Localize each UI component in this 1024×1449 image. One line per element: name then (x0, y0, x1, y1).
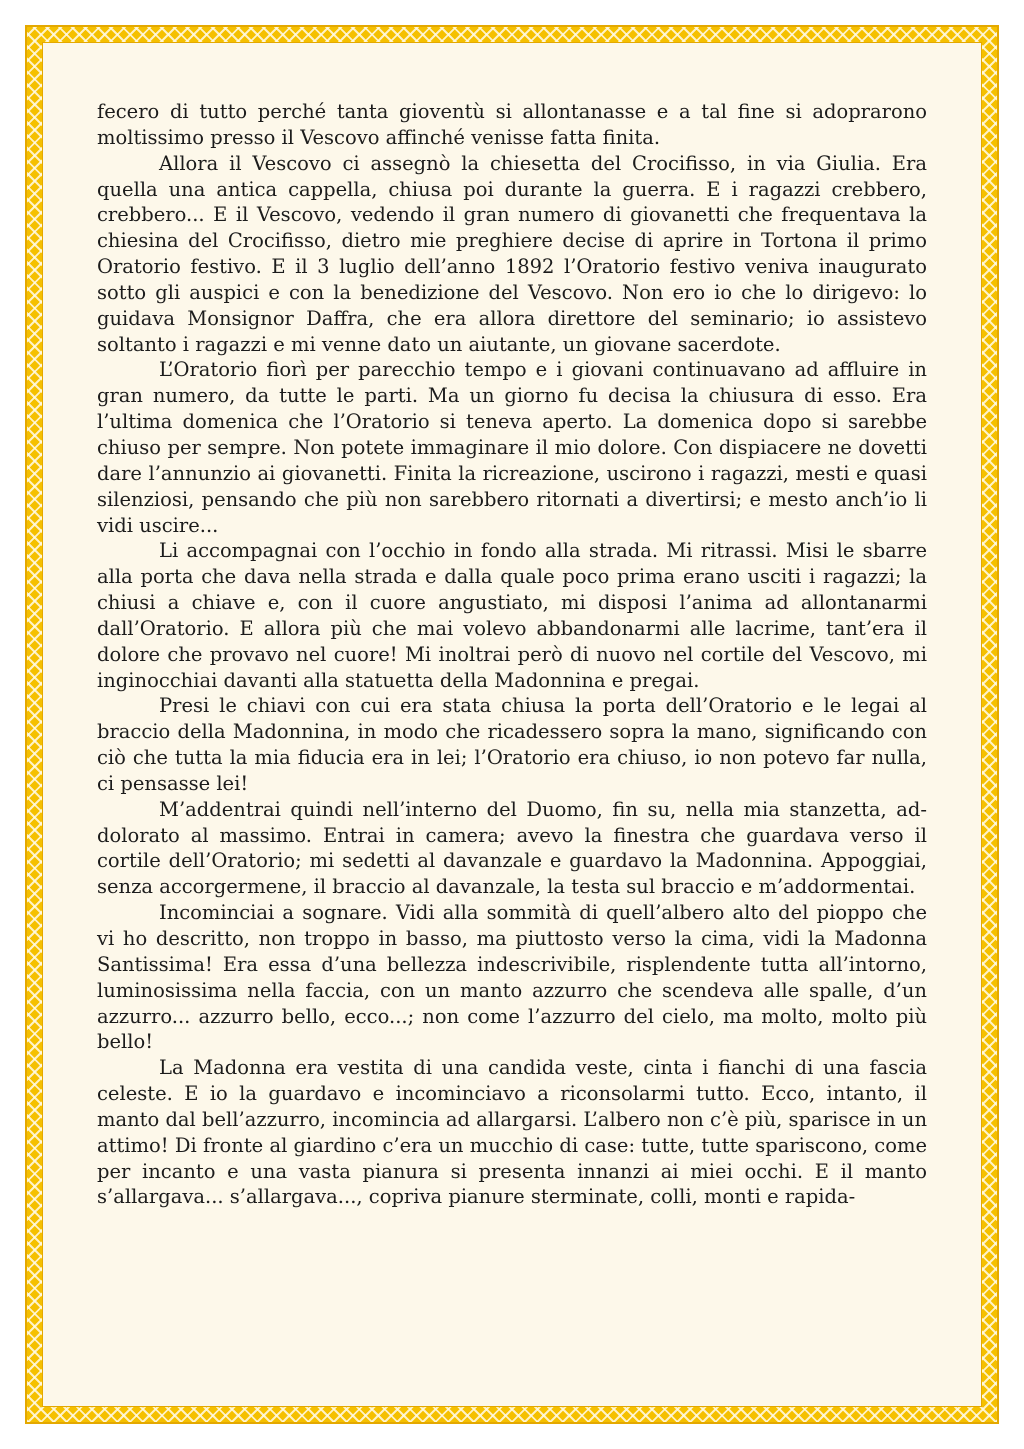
body-text (97, 99, 927, 1210)
paragraph: L’Oratorio fiorì per parecchio tempo e i giovani continuavano ad affluire in gran numero, da tutte le parti. Ma un giorno fu decisa la chiusura di esso. Era l’ultima domenica che l’Oratorio si teneva aperto. La domenica dopo si sarebbe chiuso per sempre. Non potete immaginare il mio dolore. Con dispiacere ne dovetti dare l’annunzio ai giovanetti. Finita la ricreazione, uscirono i ragazzi, mesti e quasi silenziosi, pensando che più non sarebbero ritornati a divertirsi; e mesto anch’io li vidi uscire... (97, 358, 927, 537)
paragraph: Allora il Vescovo ci assegnò la chiesetta del Crocifisso, in via Giulia. Era quella una antica cappella, chiusa poi durante la guerra. E i ragazzi crebbero, crebbero... E il Vescovo, vedendo il gran numero di giovanetti che frequentava la chiesina del Crocifisso, dietro mie preghiere decise di aprire in Tortona il primo Oratorio festivo. E il 3 luglio dell’anno 1892 l’Oratorio festivo veniva inaugurato sotto gli auspici e con la benedizione del Vescovo. Non ero io che lo dirigevo: lo guidava Monsignor Daffra, che era allora direttore del seminario; io assistevo soltanto i ragazzi e mi venne dato un aiutante, un giovane sacerdote. (97, 151, 927, 356)
paragraph: La Madonna era vestita di una candida veste, cinta i fianchi di una fascia celeste. E io la guardavo e incominciavo a riconsolarmi tutto. Ecco, intanto, il manto dal bell’azzurro, incomincia ad allargarsi. L’albero non c’è più, sparisce in un attimo! Di fronte al giardino c’era un mucchio di case: tutte, tutte spariscono, come per incanto e una vasta pianura si presenta innanzi ai miei occhi. E il manto s’allargava... s’allargava..., copriva pianure sterminate, colli, monti e rapida- (97, 1056, 928, 1209)
paragraph: Presi le chiavi con cui era stata chiusa la porta dell’Oratorio e le legai al braccio della Madonnina, in modo che ricadessero sopra la mano, significando con ciò che tutta la mia fiducia era in lei; l’Oratorio era chiuso, io non potevo far nulla, ci pensasse lei! (97, 694, 927, 795)
paragraph: Li accompagnai con l’occhio in fondo alla strada. Mi ritrassi. Misi le sbarre alla porta che dava nella strada e dalla quale poco prima erano usciti i ragazzi; la chiusi a chiave e, con il cuore angustiato, mi disposi l’anima ad allontanarmi dall’Oratorio. E allora più che mai volevo abbandonarmi alle lacrime, tant’era il dolore che provavo nel cuore! Mi inoltrai però di nuovo nel cortile del Vescovo, mi inginocchiai davanti alla statuetta della Madonnina e pregai. (97, 539, 927, 692)
paragraph: Incominciai a sognare. Vidi alla sommità di quell’albero alto del pioppo che vi ho descritto, non troppo in basso, ma piuttosto verso la cima, vidi la Madonna Santissima! Era essa d’una bellezza indescrivibile, risplendente tutta all’intorno, luminosissima nella faccia, con un manto azzurro che scendeva alle spalle, d’un azzurro... azzurro bello, ecco...; non come l’azzurro del cielo, ma molto, molto più bello! (97, 901, 927, 1054)
paragraph: M’addentrai quindi nell’interno del Duomo, fin su, nella mia stanzetta, addolorato al massimo. Entrai in camera; avevo la finestra che guardava verso il cortile dell’Oratorio; mi sedetti al davanzale e guardavo la Madonnina. Appoggiai, senza accorgermene, il braccio al davanzale, la testa sul braccio e m’addormentai. (97, 797, 927, 899)
paragraph: fecero di tutto perché tanta gioventù si allontanasse e a tal fine si adoprarono moltissimo presso il Vescovo affinché venisse fatta finita. (97, 100, 927, 149)
